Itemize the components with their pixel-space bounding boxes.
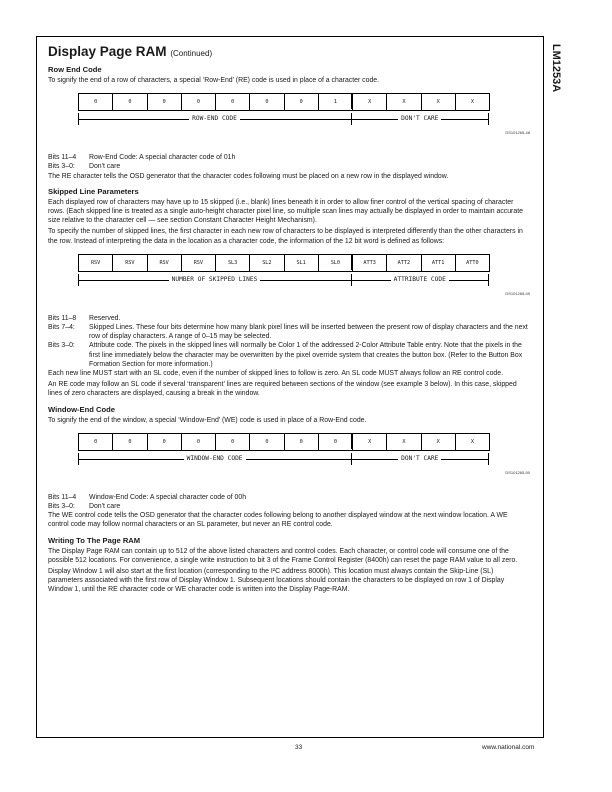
paragraph: Each new line MUST start with an SL code, even if the number of skipped lines to follow is zero. An SL code MUST always follow an RE control code.	[48, 370, 504, 378]
bit-range: Bits 11–4	[48, 154, 77, 162]
bit-cells	[78, 433, 490, 451]
bit-description	[48, 162, 530, 171]
bit-cell: X	[470, 99, 474, 106]
range-tick	[488, 453, 489, 465]
page-title	[48, 44, 530, 59]
paragraph: An RE code may follow an SL code if several ‘transparent’ lines are required between sections of the window (see example 3 below). In this case, skipped lines of zero characters are displayed, causing a break in the window.	[48, 381, 517, 398]
bit-range: Bits 3–0:	[48, 163, 75, 171]
bit-diagram	[48, 93, 530, 147]
footer-website[interactable]: www.national.com	[482, 744, 535, 751]
bit-description	[48, 341, 530, 369]
bit-cell: 0	[79, 94, 113, 110]
bit-cell: 0	[182, 434, 216, 450]
figure-id: DS101265-49	[505, 290, 530, 296]
bit-cell: 0	[113, 434, 147, 450]
paragraph: Each displayed row of characters may have up to 15 skipped (i.e., blank) lines beneath it in order to allow finer control of the vertical spacing of character rows. (Each skipped line is treated as a single auto-height character pixel line, so multiple scan lines may actually be displayed in order to maintain accurate size relative to the character cell — see section Constant Character Height Mechanism).	[48, 198, 523, 225]
bit-cell: 0	[250, 434, 284, 450]
bit-range: Bits 11–4	[48, 493, 77, 501]
bit-description	[48, 314, 530, 323]
bit-cell: 0	[216, 94, 250, 110]
bit-list	[48, 153, 530, 171]
bit-meaning: Don't care	[89, 503, 121, 511]
paragraph: To specify the number of skipped lines, the first character in each new row of characters to be displayed is interpreted differently than the other characters in the row. Instead of interpreting the data in the location as a character code, the information of the 12 bit word is defined as follows:	[48, 228, 523, 245]
bit-list	[48, 314, 530, 369]
bit-diagram	[48, 433, 530, 487]
section-heading: Writing To The Page RAM	[48, 535, 141, 545]
bit-cells	[78, 254, 490, 272]
bit-cell: ATT2	[387, 255, 421, 271]
bit-description	[48, 493, 530, 502]
bit-cell: ATT1	[422, 255, 456, 271]
bit-range: Bits 3–0:	[48, 342, 75, 350]
bit-cell: SL0	[319, 255, 353, 271]
field-label: ROW-END CODE	[189, 115, 240, 122]
bit-range: Bits 11–8	[48, 314, 77, 322]
section-heading: Row End Code	[48, 65, 102, 74]
bit-cell: X	[422, 434, 456, 450]
side-tab	[546, 38, 566, 108]
bit-range: Bits 3–0:	[48, 503, 75, 511]
paragraph: The WE control code tells the OSD generator that the character codes following belong to another displayed window at the next window location. A WE control code may follow normal characters or an SL parameter, but never an RE control code.	[48, 512, 508, 529]
paragraph: The Display Page RAM can contain up to 512 of the above listed characters and control codes. Each character, or control code will consume one of the possible 512 locations. For convenience, a single write instruction to bit 3 of the Frame Control Register (8400h) can reset the page RAM value to all zero.	[48, 547, 518, 564]
paragraph: To signify the end of a row of characters, a special ‘Row-End’ (RE) code is used in place of a character code.	[48, 77, 380, 84]
paragraph: To signify the end of the window, a special ‘Window-End’ (WE) code is used in place of a Row-End code.	[48, 416, 367, 424]
bit-cell: ATT0	[466, 259, 479, 266]
page-number: 33	[295, 744, 303, 751]
bit-cell: X	[387, 94, 421, 110]
field-divider	[351, 254, 353, 270]
bit-description	[48, 323, 530, 341]
bit-meaning: Attribute code. The pixels in the skipped lines will normally be Color 1 of the addressed 2-Color Attribute Table entry. Note that the pixels in the first line immediately below the character may be overwritten by the pixel override system that creates the button box. (Refer to the Button Box Formation Section for more information.)	[89, 342, 523, 368]
paragraph: Display Window 1 will also start at the first location (corresponding to the I²C address 8000h). This location must always contain the Skip-Line (SL) parameters associated with the first row of Display Window 1. Subsequent locations should contain the characters to be displayed on row 1 of Display Window 1, until the RE character code or WE character code is written into the Display Page-RAM.	[48, 568, 505, 594]
range-tick	[488, 113, 489, 125]
bit-cell: X	[470, 438, 474, 445]
figure-id: DS101265-50	[505, 469, 530, 475]
bit-description	[48, 502, 530, 511]
bit-cell: RSV	[148, 255, 182, 271]
bit-cell: 0	[319, 434, 353, 450]
field-divider	[351, 433, 353, 449]
field-divider	[351, 93, 353, 109]
bit-meaning: Reserved.	[89, 314, 121, 322]
field-label: ATTRIBUTE CODE	[391, 276, 449, 283]
bit-cell: 1	[319, 94, 353, 110]
bit-cell: RSV	[182, 255, 216, 271]
bit-meaning: Window-End Code: A special character code of 00h	[89, 493, 247, 501]
bit-cell: SL3	[216, 255, 250, 271]
bit-cell: 0	[148, 434, 182, 450]
bit-cell: 0	[285, 94, 319, 110]
field-label: DON'T CARE	[398, 115, 441, 122]
title-text: Display Page RAM	[48, 44, 167, 59]
bit-cell: 0	[79, 434, 113, 450]
bit-cell: 0	[250, 94, 284, 110]
bit-cell: SL2	[250, 255, 284, 271]
bit-cell: X	[422, 94, 456, 110]
bit-cell: 0	[285, 434, 319, 450]
bit-cell: X	[353, 94, 387, 110]
paragraph: The RE character tells the OSD generator that the character codes following must be placed on a new row in the displayed window.	[48, 172, 449, 180]
part-number: LM1253A	[550, 43, 562, 93]
bit-meaning: Skipped Lines. These four bits determine how many blank pixel lines will be inserted between the present row of display characters and the next row of display characters. A range of 0–15 may be selected.	[89, 324, 528, 341]
bit-diagram	[48, 254, 530, 308]
bit-meaning: Don't care	[89, 163, 121, 171]
bit-range: Bits 7–4:	[48, 324, 75, 332]
bit-cell: ATT3	[353, 255, 387, 271]
bit-cell: 0	[113, 94, 147, 110]
bit-list	[48, 493, 530, 511]
section-heading: Window-End Code	[48, 404, 115, 414]
bit-cell: X	[353, 434, 387, 450]
title-note: (Continued)	[170, 49, 213, 58]
field-label: NUMBER OF SKIPPED LINES	[169, 276, 261, 283]
field-label: DON'T CARE	[398, 455, 441, 462]
bit-cell: 0	[182, 94, 216, 110]
section-heading: Skipped Line Parameters	[48, 186, 139, 196]
bit-cell: 0	[148, 94, 182, 110]
bit-cell: RSV	[113, 255, 147, 271]
bit-cell: RSV	[79, 255, 113, 271]
bit-cell: 0	[216, 434, 250, 450]
page-content	[48, 44, 530, 597]
bit-meaning: Row-End Code: A special character code of 01h	[89, 154, 236, 162]
field-label: WINDOW-END CODE	[184, 455, 246, 462]
range-tick	[488, 274, 489, 286]
bit-cell: SL1	[285, 255, 319, 271]
figure-id: DS101265-48	[505, 130, 530, 136]
bit-cells	[78, 93, 490, 111]
bit-cell: X	[387, 434, 421, 450]
bit-description	[48, 153, 530, 162]
